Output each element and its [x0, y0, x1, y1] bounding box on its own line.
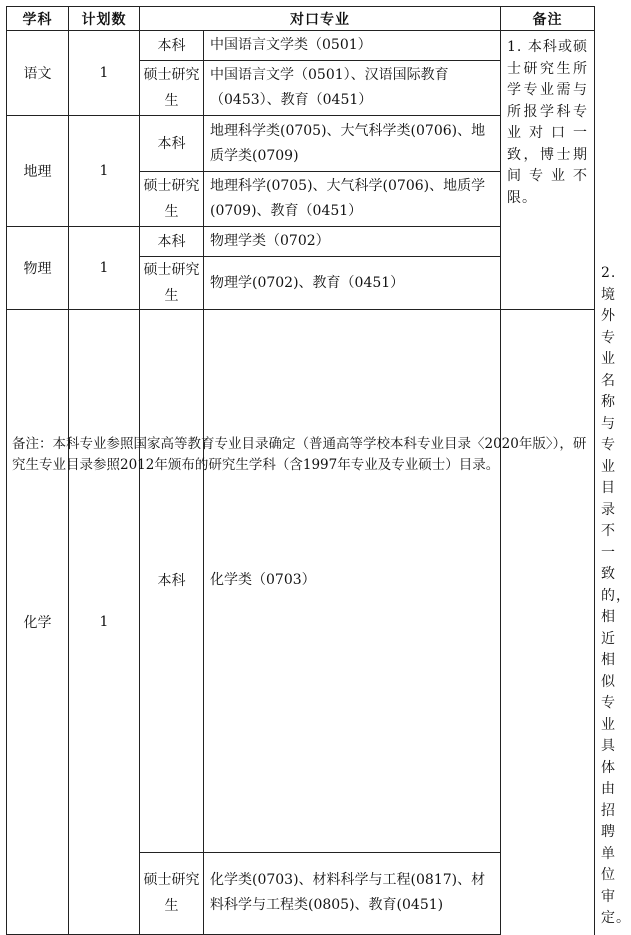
level-cell: 本科 [140, 116, 204, 172]
header-quota: 计划数 [69, 7, 140, 31]
level-cell: 硕士研究生 [140, 172, 204, 227]
recruitment-table: 学科 计划数 对口专业 备注 语文 1 本科 中国语言文学类（0501） 1. 本科或硕士研究生所学专业需与所报学科专业对口一致，博士期间专业不限。 硕士研究生 中国语言文学（0501）、汉语国际教育（0453）、教育（0451） 地理 1 本科 地理科学类(0705)、大气科学类(0706)、地质学类(0709) 硕士研究生 地理科学(0705)、大气科学(0706)、地质学(0709)、教育（0451） 物理 1 本科 物理学类（0702） 硕士研究生 物理学(0702)、教育（0451） 2. 境外专业名称与专业目录不一致的，相近相似专业具体由招聘单位审定。 化学 1 本科 化学类（0703） 硕士研究生 化学类(0703)、材料科学与工程(0817)、材料科学与工程类(0805)、教育(0451) [6, 6, 595, 935]
footnote: 备注：本科专业参照国家高等教育专业目录确定（普通高等学校本科专业目录〈2020年版〉），研究生专业目录参照2012年颁布的研究生学科（含1997年专业及专业硕士）目录。 [12, 436, 587, 473]
quota-cell: 1 [69, 116, 140, 227]
quota-cell: 1 [69, 31, 140, 116]
majors-cell: 中国语言文学类（0501） [204, 31, 501, 61]
majors-cell: 物理学类（0702） [204, 227, 501, 257]
quota-cell: 1 [69, 310, 140, 935]
level-cell: 本科 [140, 310, 204, 853]
subject-cell: 物理 [7, 227, 69, 310]
header-remarks: 备注 [501, 7, 595, 31]
remark-1: 1. 本科或硕士研究生所学专业需与所报学科专业对口一致，博士期间专业不限。 [507, 39, 588, 206]
quota-cell: 1 [69, 227, 140, 310]
level-cell: 硕士研究生 [140, 257, 204, 310]
header-subject: 学科 [7, 7, 69, 31]
subject-cell: 语文 [7, 31, 69, 116]
majors-cell: 地理科学(0705)、大气科学(0706)、地质学(0709)、教育（0451） [204, 172, 501, 227]
level-cell: 硕士研究生 [140, 61, 204, 116]
subject-cell: 化学 [7, 310, 69, 935]
level-cell: 本科 [140, 227, 204, 257]
remarks-cell [501, 31, 595, 310]
majors-cell: 物理学(0702)、教育（0451） [204, 257, 501, 310]
subject-cell: 地理 [7, 116, 69, 227]
majors-cell: 地理科学类(0705)、大气科学类(0706)、地质学类(0709) [204, 116, 501, 172]
level-cell: 硕士研究生 [140, 852, 204, 934]
majors-cell: 化学类（0703） [204, 310, 501, 853]
majors-cell: 中国语言文学（0501）、汉语国际教育（0453）、教育（0451） [204, 61, 501, 116]
majors-cell: 化学类(0703)、材料科学与工程(0817)、材料科学与工程类(0805)、教育(0451) [204, 852, 501, 934]
header-majors: 对口专业 [140, 7, 501, 31]
level-cell: 本科 [140, 31, 204, 61]
